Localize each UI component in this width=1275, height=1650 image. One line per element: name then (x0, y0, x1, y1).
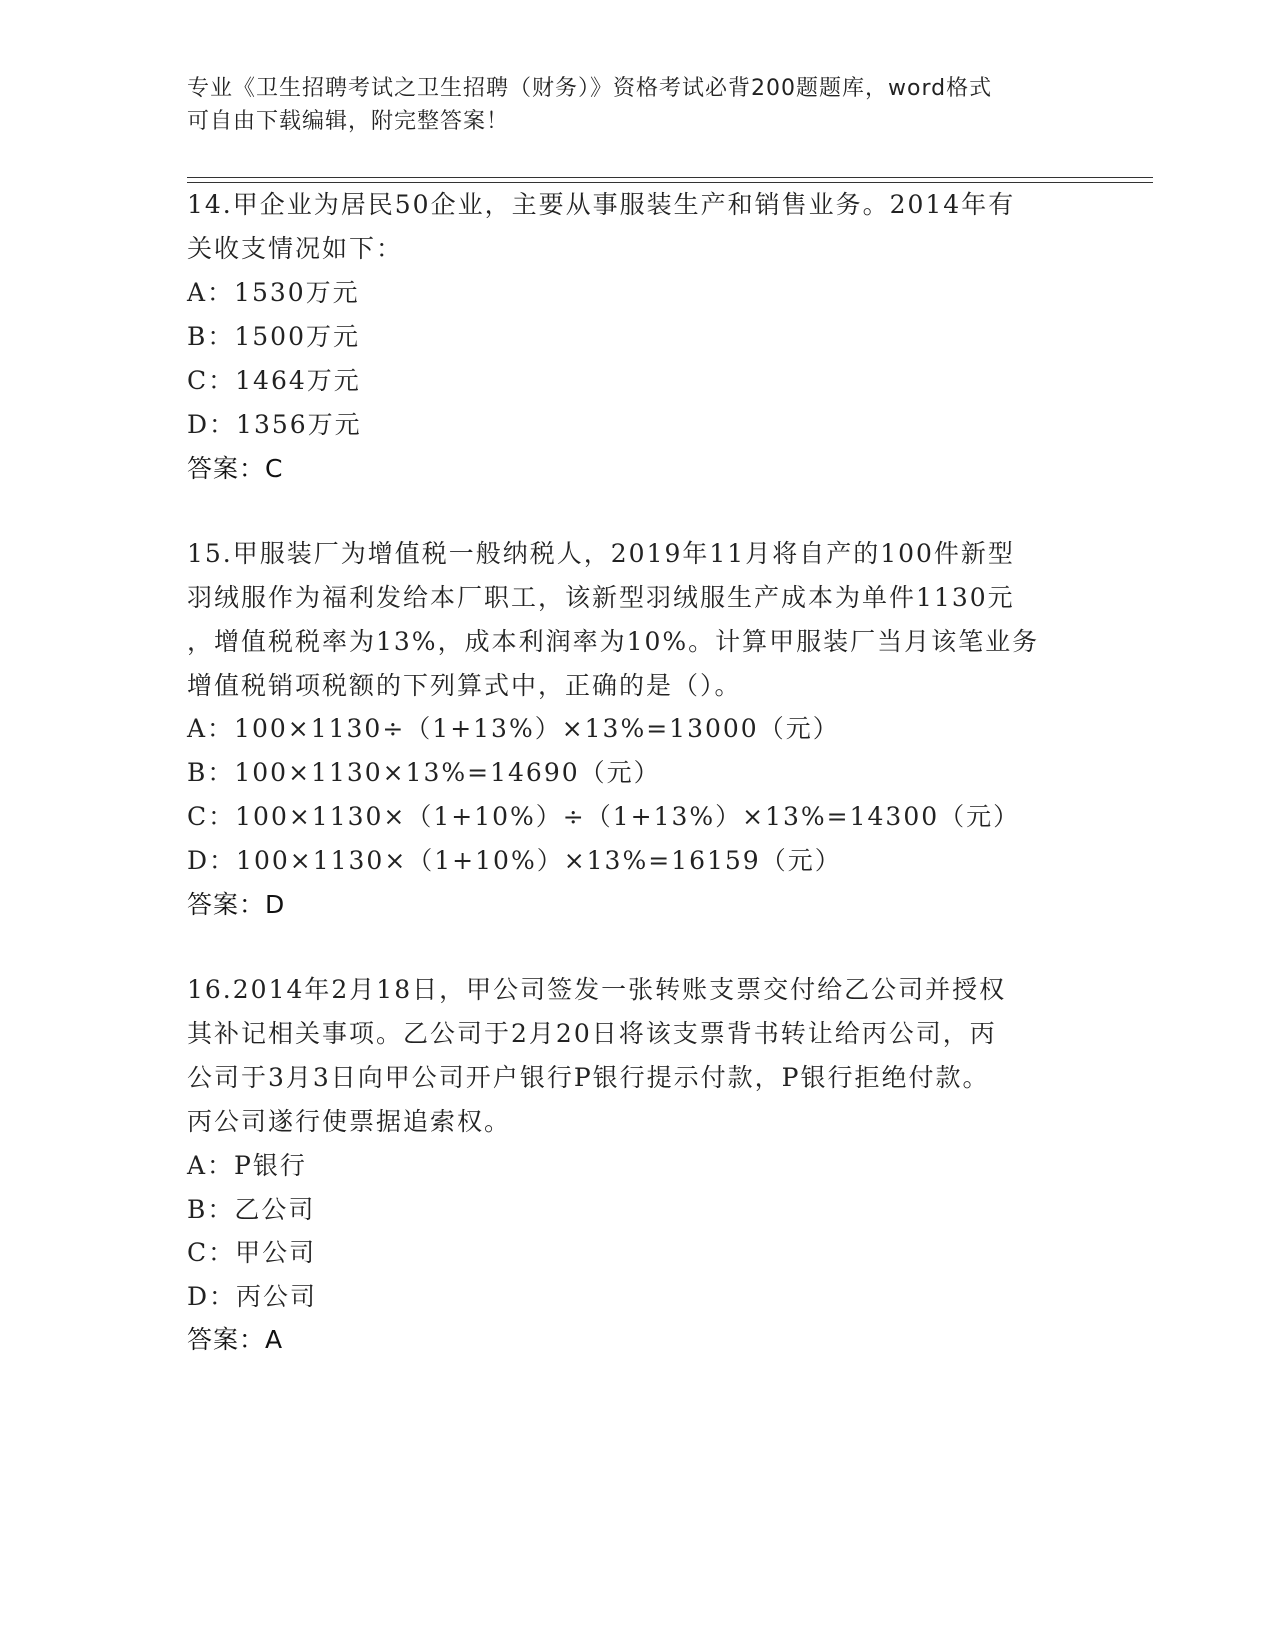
header-line-2: 可自由下载编辑，附完整答案！ (187, 109, 510, 134)
question-15-option-c: C：100×1130×（1+10%）÷（1+13%）×13%=14300（元） (187, 802, 1021, 831)
header-divider-bottom (187, 182, 1153, 183)
question-15-stem-line-2: 羽绒服作为福利发给本厂职工，该新型羽绒服生产成本为单件1130元 (187, 583, 1015, 612)
question-14-stem-line-1: 14.甲企业为居民50企业，主要从事服装生产和销售业务。2014年有 (187, 190, 1016, 219)
document-header (187, 72, 1087, 138)
question-16-stem-line-3: 公司于3月3日向甲公司开户银行P银行提示付款，P银行拒绝付款。 (187, 1063, 990, 1092)
question-15-option-d: D：100×1130×（1+10%）×13%=16159（元） (187, 846, 842, 875)
question-15-stem-line-4: 增值税销项税额的下列算式中，正确的是（）。 (187, 671, 742, 700)
question-14-option-c: C：1464万元 (187, 366, 361, 395)
question-16-stem-line-4: 丙公司遂行使票据追索权。 (187, 1107, 512, 1136)
question-16-stem-line-1: 16.2014年2月18日，甲公司签发一张转账支票交付给乙公司并授权 (187, 975, 1007, 1004)
header-divider-top (187, 177, 1153, 178)
header-line-1: 专业《卫生招聘考试之卫生招聘（财务）》资格考试必背200题题库，word格式 (187, 76, 993, 101)
question-15-option-b: B：100×1130×13%=14690（元） (187, 758, 661, 787)
question-16-option-d: D：丙公司 (187, 1282, 318, 1311)
question-16-option-c: C：甲公司 (187, 1238, 317, 1267)
question-16-answer: 答案：A (187, 1325, 284, 1354)
question-15-option-a: A：100×1130÷（1+13%）×13%=13000（元） (187, 714, 840, 743)
question-16-option-a: A：P银行 (187, 1151, 307, 1180)
question-16-stem-line-2: 其补记相关事项。乙公司于2月20日将该支票背书转让给丙公司，丙 (187, 1019, 997, 1048)
question-14-stem-line-2: 关收支情况如下： (187, 234, 404, 263)
question-15-answer: 答案：D (187, 890, 286, 919)
question-15-stem-line-1: 15.甲服装厂为增值税一般纳税人，2019年11月将自产的100件新型 (187, 539, 1015, 568)
question-14-option-b: B：1500万元 (187, 322, 360, 351)
question-14-option-d: D：1356万元 (187, 410, 362, 439)
question-14-option-a: A：1530万元 (187, 278, 360, 307)
question-15-stem-line-3: ，增值税税率为13%，成本利润率为10%。计算甲服装厂当月该笔业务 (187, 627, 1040, 656)
question-16-option-b: B：乙公司 (187, 1195, 316, 1224)
question-14-answer: 答案：C (187, 454, 284, 483)
